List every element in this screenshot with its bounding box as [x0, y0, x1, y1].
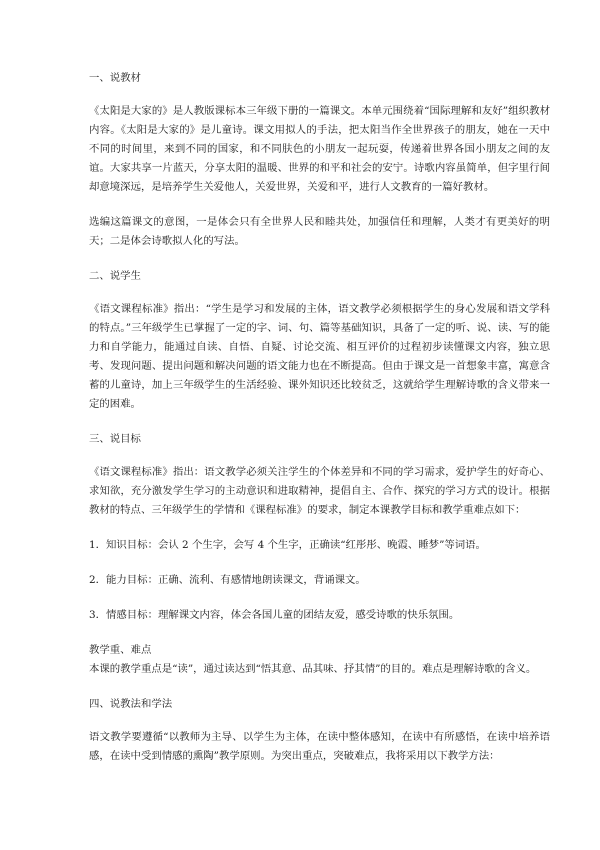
section-4-paragraph-1: 语文教学要遵循“以教师为主导、以学生为主体，在读中整体感知，在读中有所感悟，在读中培养语感，在读中受到情感的熏陶”教学原则。为突出重点，突破难点，我将采用以下教学方法：: [89, 731, 550, 762]
section-1-paragraph-2: 选编这篇课文的意图，一是体会只有全世界人民和睦共处，加强信任和理解，人类才有更美好的明天；二是体会诗歌拟人化的写法。: [89, 216, 550, 247]
section-heading-3: 三、说目标: [89, 433, 141, 445]
key-points-title: 教学重、难点: [89, 644, 152, 656]
section-3-paragraph-1: 《语文课程标准》指出：语文教学必须关注学生的个体差异和不同的学习需求，爱护学生的好奇心、求知欲，充分激发学生学习的主动意识和进取精神，提倡自主、合作、探究的学习方式的设计。根据教材的特点、三年级学生的学情和《课程标准》的要求，制定本课教学目标和教学重难点如下：: [89, 466, 550, 516]
key-points-text: 本课的教学重点是“读”，通过读达到“悟其意、品其味、抒其情”的目的。难点是理解诗歌的含义。: [89, 663, 537, 675]
goal-ability: 2．能力目标：正确、流利、有感情地朗读课文，背诵课文。: [89, 574, 366, 586]
section-2-paragraph-1: 《语文课程标准》指出：“学生是学习和发展的主体，语文教学必须根据学生的身心发展和语文学科的特点。”三年级学生已掌握了一定的字、词、句、篇等基础知识，具备了一定的听、说、读、写的能力和自学能力，能通过自读、自悟、自疑、讨论交流、相互评价的过程初步读懂课文内容，独立思考、发现问题、提出问题和解决问题的语文能力也在不断提高。但由于课文是一首想象丰富，寓意含蓄的儿童诗，加上三年级学生的生活经验、课外知识还比较贫乏，这就给学生理解诗歌的含义带来一定的困难。: [89, 303, 550, 410]
section-1-paragraph-1: 《太阳是大家的》是人教版课标本三年级下册的一篇课文。本单元围绕着“国际理解和友好”组织教材内容。《太阳是大家的》是儿童诗。课文用拟人的手法，把太阳当作全世界孩子的朋友，她在一天中不同的时间里，来到不同的国家，和不同肤色的小朋友一起玩耍，传递着世界各国小朋友之间的友谊。大家共享一片蓝天，分享太阳的温暖、世界的和平和社会的安宁。诗歌内容虽简单，但字里行间却意境深远，是培养学生关爱他人，关爱世界，关爱和平，进行人文教育的一篇好教材。: [89, 105, 550, 193]
section-heading-2: 二、说学生: [89, 270, 141, 282]
goal-emotion: 3．情感目标：理解课文内容，体会各国儿童的团结友爱，感受诗歌的快乐氛围。: [89, 609, 460, 621]
goal-knowledge: 1．知识目标：会认 2 个生字，会写 4 个生字，正确读“红彤彤、晚霞、睡梦”等词语。: [89, 539, 486, 551]
section-heading-1: 一、说教材: [89, 72, 141, 84]
section-heading-4: 四、说教法和学法: [89, 698, 173, 710]
